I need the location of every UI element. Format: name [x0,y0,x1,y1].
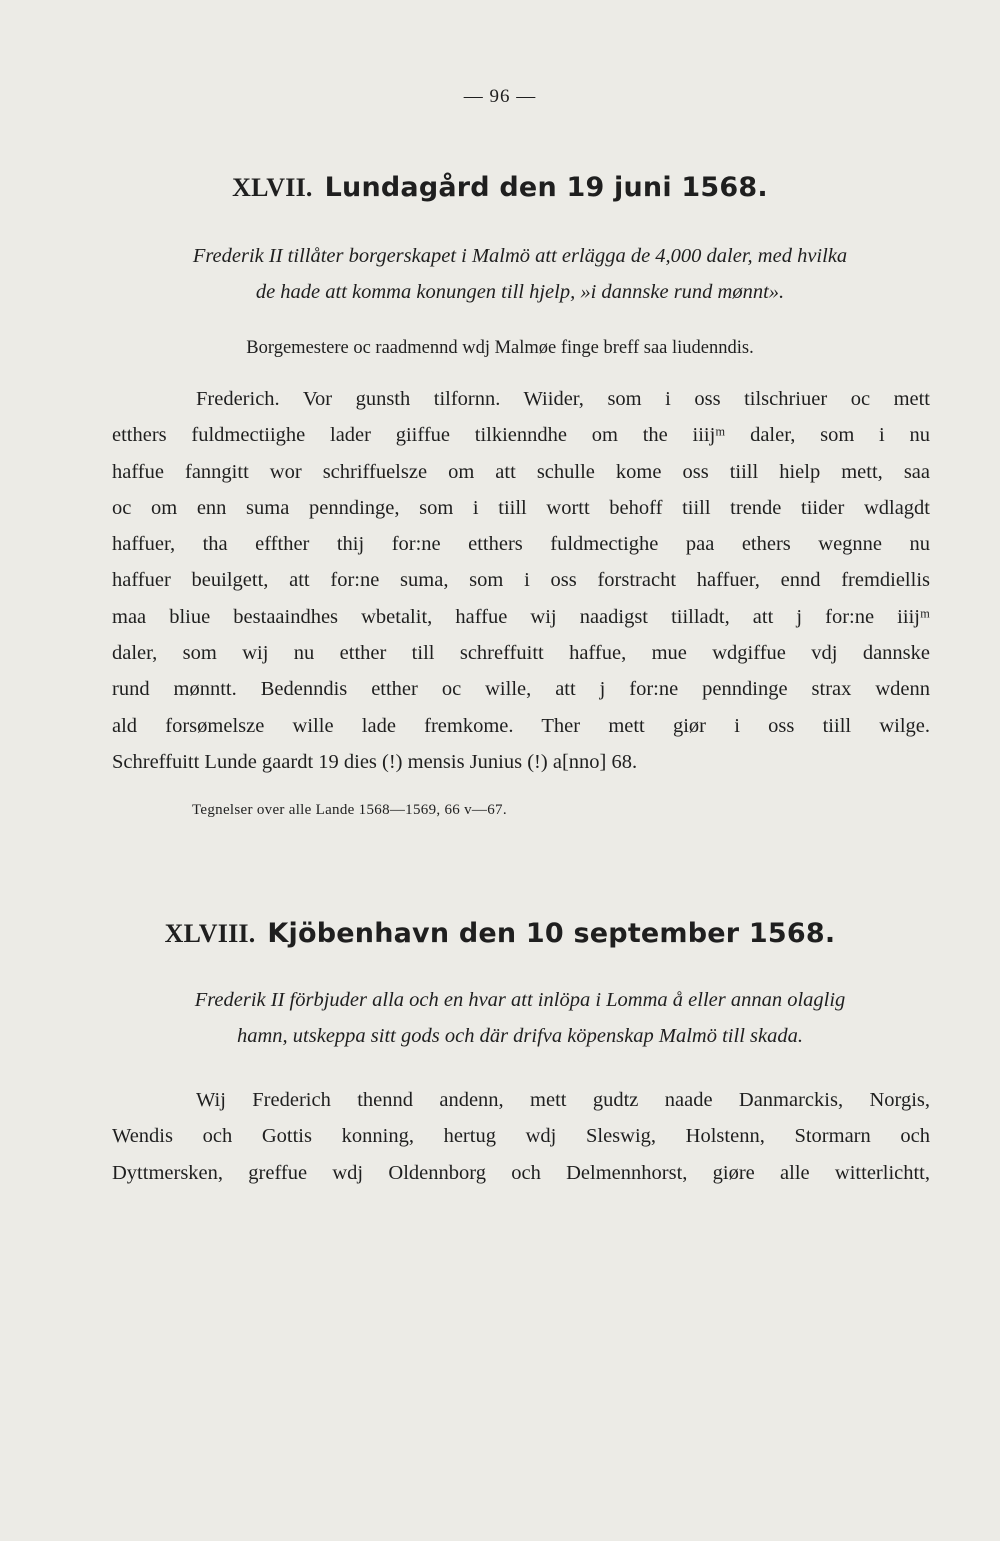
body-line: Wij Frederich thennd andenn, mett gudtz naade Danmarckis, Norgis, [196,1089,930,1111]
body-line: maa bliue bestaaindhes wbetalit, haffue wij naadigst tiilladt, att j for:ne iiijᵐ [112,605,930,628]
document-heading: Lundagård den 19 juni 1568. [324,172,768,203]
body-line: Frederich. Vor gunsth tilfornn. Wiider, som i oss tilschriuer oc mett [196,388,930,410]
document-numeral: XLVIII. [164,919,256,948]
summary-line: Frederik II tillåter borgerskapet i Malmö att erlägga de 4,000 daler, med hvilka [192,245,848,267]
body-line: haffue fanngitt wor schriffuelsze om att schulle kome oss tiill hielp mett, saa [112,460,930,483]
document-heading: Kjöbenhavn den 10 september 1568. [267,918,836,949]
body-line: daler, som wij nu etther till schreffuitt haffue, mue wdgiffue vdj dannske [112,642,930,665]
document-numeral: XLVII. [232,173,313,202]
body-line: Dyttmersken, greffue wdj Oldennborg och Delmennhorst, giøre alle witterlichtt, [112,1161,930,1184]
summary-line: de hade att komma konungen till hjelp, »i dannske rund mønnt». [255,281,785,303]
body-line: Schreffuitt Lunde gaardt 19 dies (!) mensis Junius (!) a[nno] 68. [112,750,638,773]
document-address: Borgemestere oc raadmennd wdj Malmøe finge breff saa liudenndis. [246,338,754,358]
source-citation: Tegnelser over alle Lande 1568—1569, 66 v—67. [192,802,507,818]
document-body-xlviii [112,1082,930,1191]
body-line: etthers fuldmectiighe lader giiffue tilkienndhe om the iiijᵐ daler, som i nu [112,424,930,447]
document-summary-xlviii [110,982,930,1054]
body-line: haffuer beuilgett, att for:ne suma, som i oss forstracht haffuer, ennd fremdiellis [112,569,930,592]
document-title-xlvii [0,172,1000,203]
body-line: oc om enn suma penndinge, som i tiill wortt behoff tiill trende tiider wdlagdt [112,496,930,519]
document-title-xlviii [0,918,1000,949]
body-line: rund mønntt. Bedenndis etther oc wille, att j for:ne penndinge strax wdenn [112,678,930,701]
body-line: ald forsømelsze wille lade fremkome. Ther mett giør i oss tiill wilge. [112,714,930,737]
body-line: Wendis och Gottis konning, hertug wdj Sleswig, Holstenn, Stormarn och [112,1125,930,1148]
summary-line: Frederik II förbjuder alla och en hvar att inlöpa i Lomma å eller annan olaglig [194,989,846,1011]
summary-line: hamn, utskeppa sitt gods och där drifva köpenskap Malmö till skada. [237,1025,803,1047]
document-body-xlvii [112,381,930,780]
body-line: haffuer, tha effther thij for:ne etthers fuldmectighe paa ethers wegnne nu [112,533,930,556]
document-summary-xlvii [110,238,930,310]
page-number: — 96 — [463,86,537,107]
